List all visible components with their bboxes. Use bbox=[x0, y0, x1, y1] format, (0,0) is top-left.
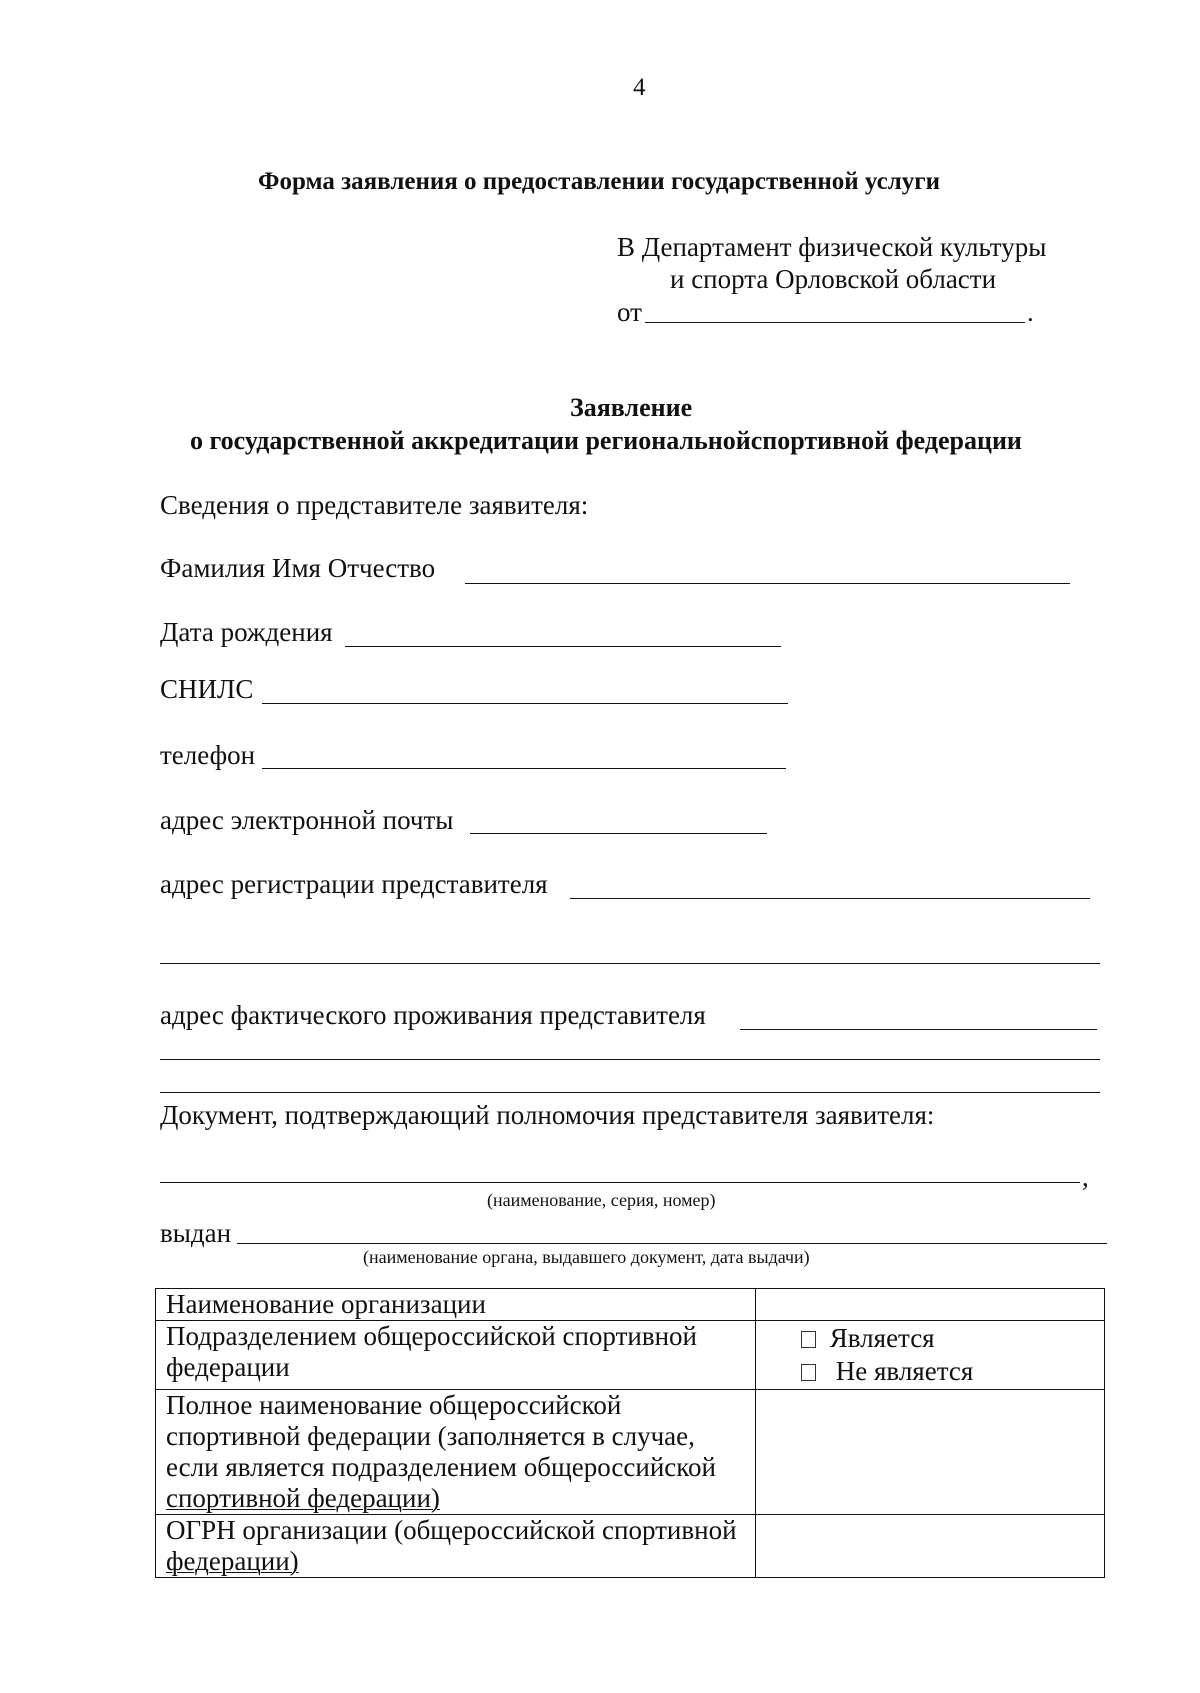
page-number: 4 bbox=[633, 74, 646, 101]
birth-date-input-line[interactable] bbox=[345, 646, 781, 647]
ogrn-label-cell bbox=[156, 1515, 756, 1578]
federation-name-label-line-3: если является подразделением общероссийской bbox=[166, 1452, 716, 1482]
application-subtitle: о государственной аккредитации региональнойспортивной федерации bbox=[190, 426, 1022, 455]
subdivision-label-line-1: Подразделением общероссийской спортивной bbox=[166, 1321, 697, 1351]
from-label: от bbox=[617, 297, 642, 327]
table-row bbox=[156, 1289, 1105, 1321]
issued-label: выдан bbox=[160, 1218, 232, 1248]
option-is-not[interactable] bbox=[801, 1356, 1094, 1387]
subdivision-options-cell bbox=[755, 1321, 1104, 1390]
org-name-label-cell bbox=[156, 1289, 756, 1321]
document-name-input-line[interactable] bbox=[160, 1182, 1080, 1183]
reg-address-input-line[interactable] bbox=[570, 898, 1090, 899]
addressee-line-1: В Департамент физической культуры bbox=[617, 232, 1047, 262]
ogrn-label-line-2: федерации) bbox=[166, 1546, 299, 1576]
fio-input-line[interactable] bbox=[465, 583, 1070, 584]
issuer-caption: (наименование органа, выдавшего документ, дата выдачи) bbox=[363, 1247, 810, 1267]
actual-address-input-line-3[interactable] bbox=[160, 1092, 1100, 1093]
actual-address-input-line-2[interactable] bbox=[160, 1059, 1100, 1060]
table-row bbox=[156, 1390, 1105, 1515]
phone-input-line[interactable] bbox=[262, 768, 786, 769]
snils-input-line[interactable] bbox=[262, 703, 788, 704]
issued-input-line[interactable] bbox=[237, 1243, 1107, 1244]
option-is[interactable] bbox=[801, 1323, 1094, 1354]
org-name-value-cell[interactable] bbox=[755, 1289, 1104, 1321]
document-name-caption: (наименование, серия, номер) bbox=[487, 1190, 716, 1210]
email-input-line[interactable] bbox=[470, 833, 767, 834]
checkbox-icon[interactable] bbox=[801, 1364, 816, 1381]
document-comma: , bbox=[1082, 1162, 1089, 1192]
federation-name-label-line-1: Полное наименование общероссийской bbox=[166, 1390, 622, 1420]
document-label: Документ, подтверждающий полномочия представителя заявителя: bbox=[160, 1100, 935, 1130]
organization-table bbox=[155, 1288, 1105, 1578]
subdivision-label-line-2: федерации bbox=[166, 1352, 290, 1382]
actual-address-label: адрес фактического проживания представителя bbox=[160, 1000, 706, 1030]
subdivision-label-cell bbox=[156, 1321, 756, 1390]
reg-address-label: адрес регистрации представителя bbox=[160, 869, 548, 899]
birth-date-label: Дата рождения bbox=[160, 617, 333, 647]
federation-name-label-cell bbox=[156, 1390, 756, 1515]
table-row bbox=[156, 1515, 1105, 1578]
phone-label: телефон bbox=[160, 740, 256, 770]
org-name-label: Наименование организации bbox=[166, 1289, 486, 1319]
fio-label: Фамилия Имя Отчество bbox=[160, 553, 436, 583]
checkbox-icon[interactable] bbox=[801, 1331, 816, 1348]
from-input-line[interactable] bbox=[645, 322, 1025, 323]
from-period: . bbox=[1027, 297, 1034, 327]
ogrn-value-cell[interactable] bbox=[755, 1515, 1104, 1578]
addressee-line-2: и спорта Орловской области bbox=[670, 264, 997, 294]
form-title: Форма заявления о предоставлении государственной услуги bbox=[258, 168, 940, 195]
table-row bbox=[156, 1321, 1105, 1390]
ogrn-label-line-1: ОГРН организации (общероссийской спортивной bbox=[166, 1515, 737, 1545]
reg-address-input-line-2[interactable] bbox=[160, 963, 1100, 964]
federation-name-value-cell[interactable] bbox=[755, 1390, 1104, 1515]
snils-label: СНИЛС bbox=[160, 674, 254, 704]
federation-name-label-line-2: спортивной федерации (заполняется в случае, bbox=[166, 1421, 695, 1451]
section-label: Сведения о представителе заявителя: bbox=[160, 490, 589, 520]
email-label: адрес электронной почты bbox=[160, 805, 454, 835]
option-is-not-label: Не является bbox=[835, 1356, 974, 1386]
application-title: Заявление bbox=[570, 393, 693, 422]
actual-address-input-line[interactable] bbox=[740, 1029, 1097, 1030]
option-is-label: Является bbox=[829, 1323, 935, 1353]
federation-name-label-line-4: спортивной федерации) bbox=[166, 1483, 440, 1513]
